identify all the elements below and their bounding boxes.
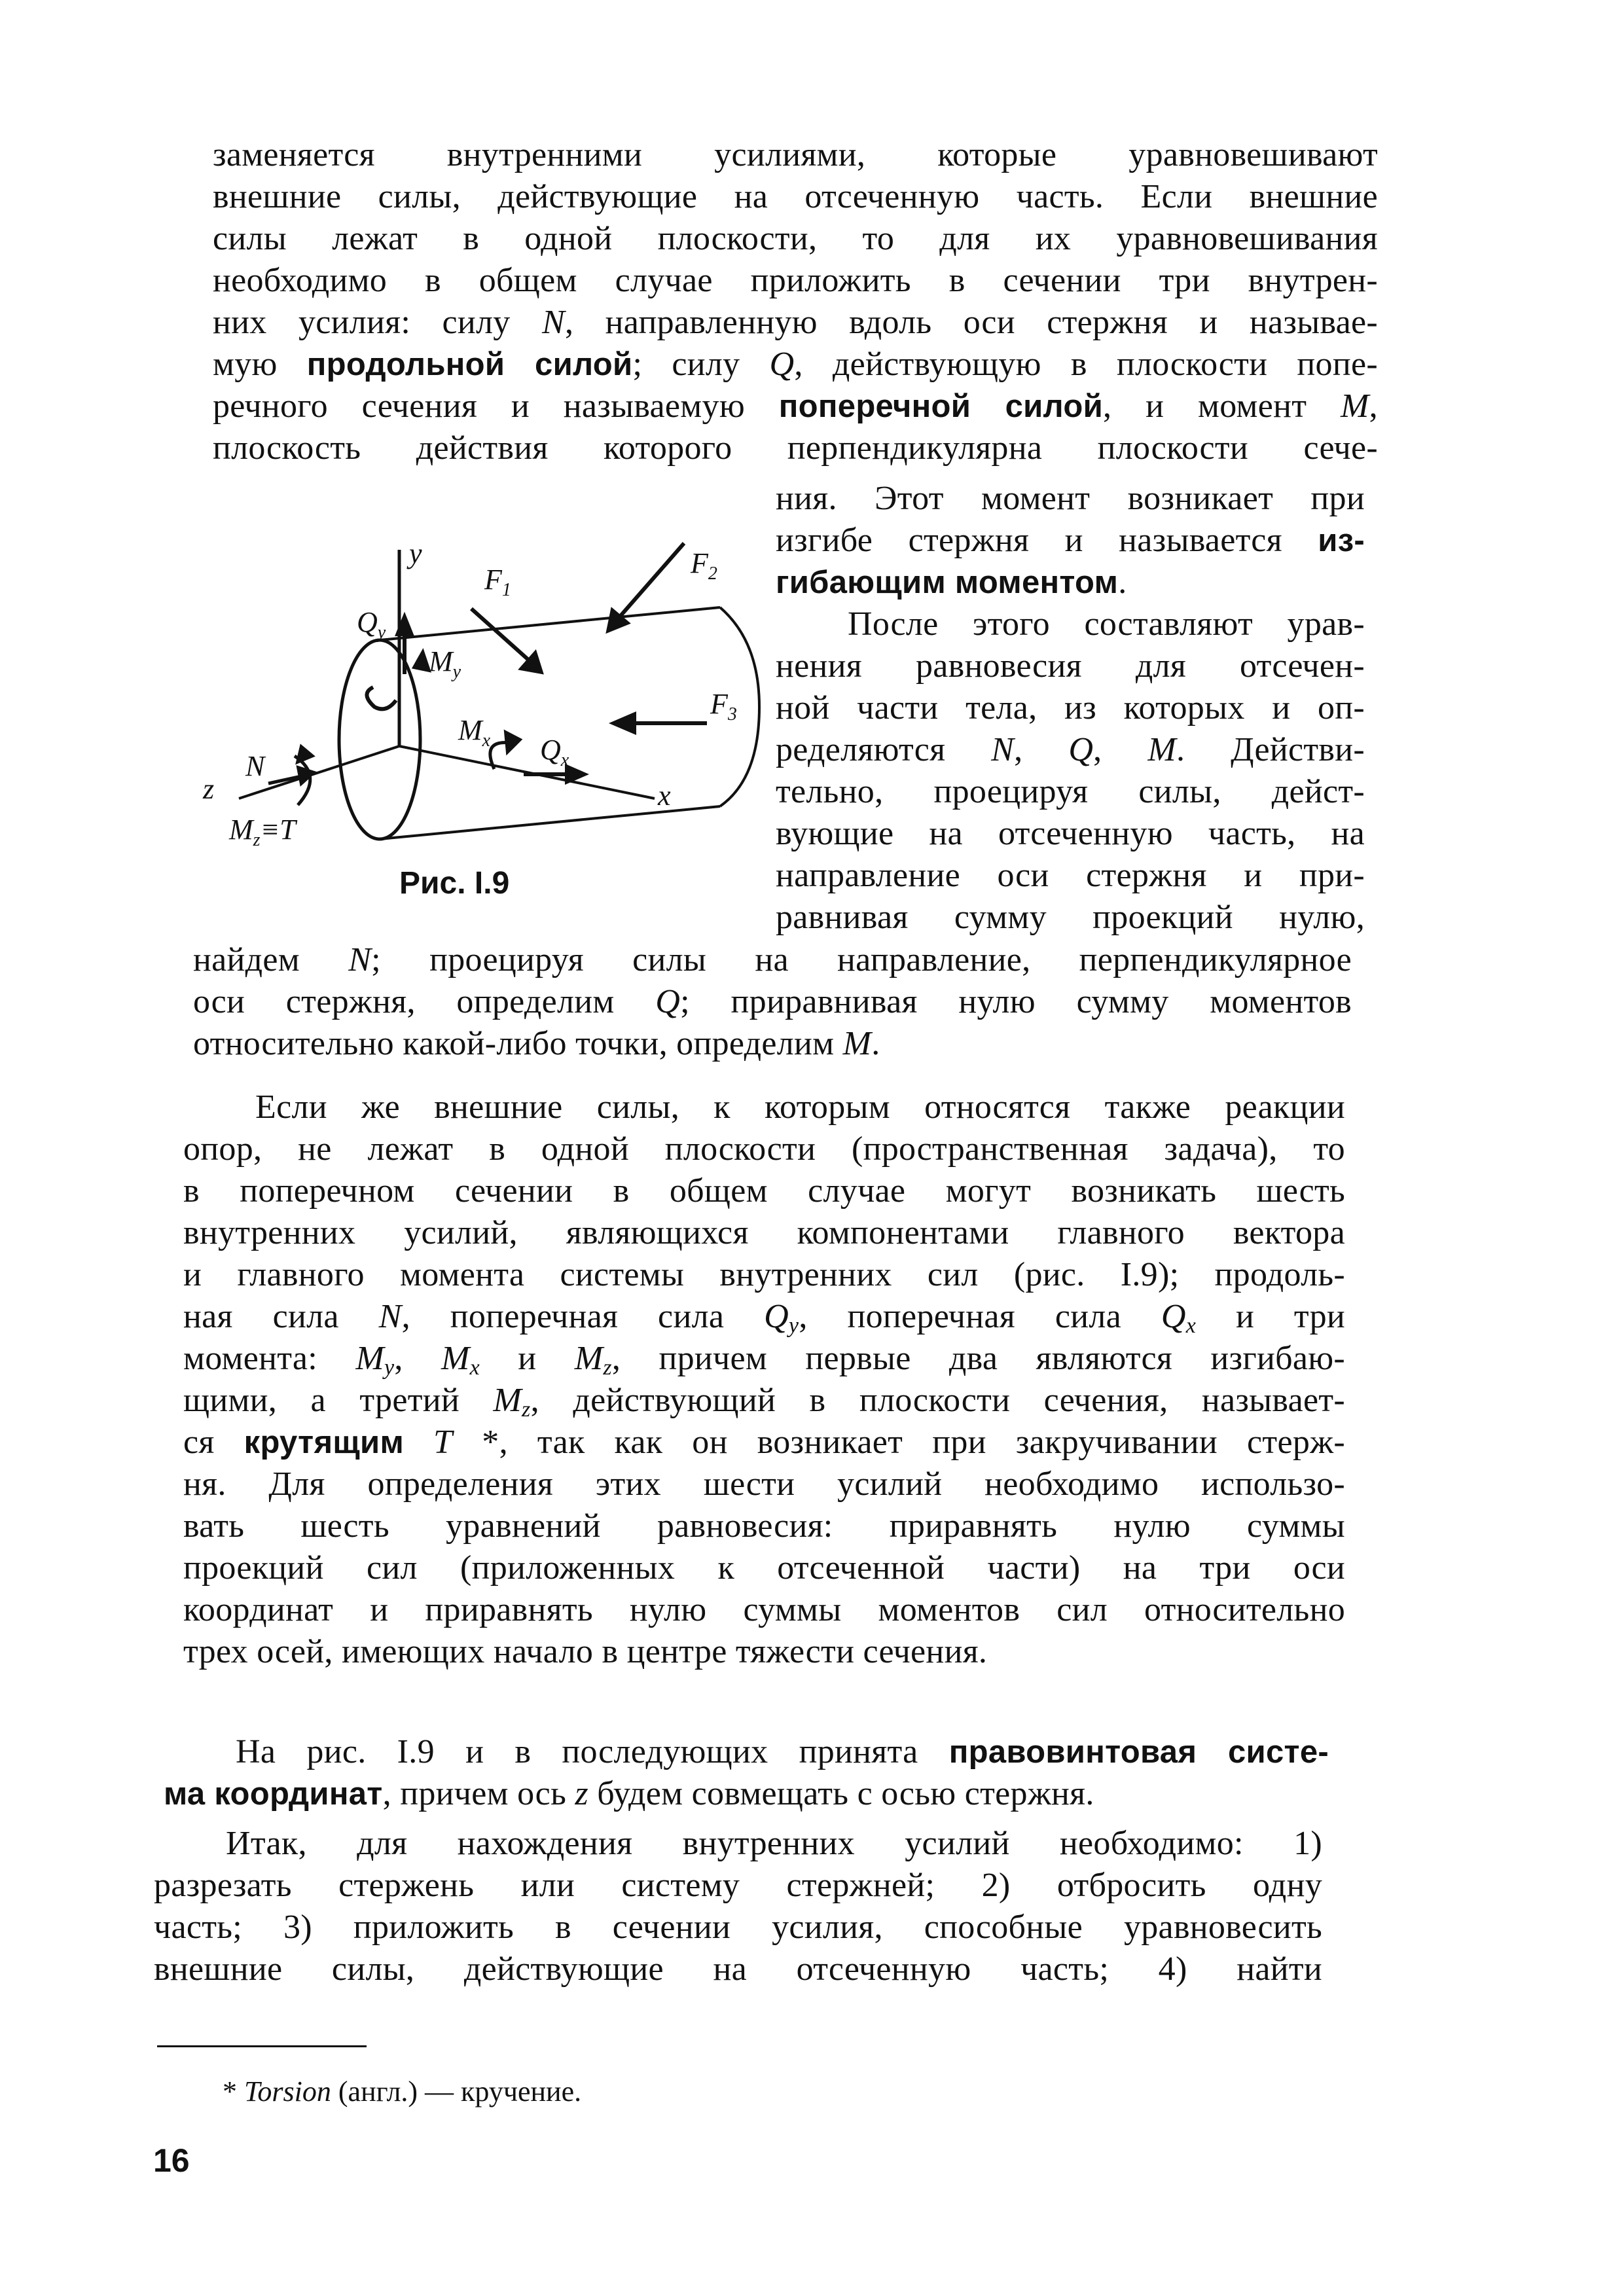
text-line: Если же внешние силы, к которым относятся также реакции <box>255 1088 1345 1126</box>
page-number: 16 <box>153 2142 190 2179</box>
text-line: Итак, для нахождения внутренних усилий необходимо: 1) <box>226 1825 1322 1862</box>
text-line: тельно, проецируя силы, дейст- <box>776 773 1365 810</box>
text-line: нения равновесия для отсечен- <box>776 647 1365 685</box>
n-label: N <box>245 750 265 782</box>
paragraph-projection <box>193 939 1352 1065</box>
paragraph-coordinate-system <box>164 1731 1329 1815</box>
text-line: На рис. I.9 и в последующих принята правовинтовая систе- <box>236 1733 1329 1770</box>
footnote <box>223 2073 581 2110</box>
paragraph-intro <box>213 134 1378 469</box>
footnote-marker: * <box>223 2075 237 2108</box>
term-right-hand-system: правовинтовая систе- <box>948 1734 1329 1770</box>
f1-force-arrow <box>471 609 533 664</box>
text-line: найдем N; проецируя силы на направление, перпендикулярное <box>193 941 1352 978</box>
text-line: ня. Для определения этих шести усилий необходимо использо- <box>183 1465 1345 1503</box>
term-bending-moment-cont: гибающим моментом <box>776 565 1119 600</box>
cross-section-ellipse <box>339 640 420 839</box>
text-line: ся крутящим T *, так как он возникает при закручивании стерж- <box>183 1424 1345 1461</box>
f3-label: $F_3$ <box>710 688 737 725</box>
term-torque: крутящим <box>244 1425 404 1460</box>
text-line: опор, не лежат в одной плоскости (пространственная задача), то <box>183 1130 1345 1168</box>
text-line: проекций сил (приложенных к отсеченной части) на три оси <box>183 1549 1345 1587</box>
text-line: часть; 3) приложить в сечении усилия, способные уравновесить <box>154 1909 1322 1946</box>
text-line: речного сечения и называемую поперечной силой, и момент M, <box>213 387 1378 425</box>
text-line: момента: $M_y$, $M_x$ и $M_z$, причем первые два являются изгибаю- <box>183 1340 1345 1380</box>
text-line: силы лежат в одной плоскости, то для их уравновешивания <box>213 220 1378 257</box>
paragraph-procedure <box>154 1823 1322 1990</box>
term-longitudinal-force: продольной силой <box>306 347 633 382</box>
text-line: вующие на отсеченную часть, на <box>776 815 1365 852</box>
f1-label: $F_1$ <box>484 564 511 600</box>
term-shear-force: поперечной силой <box>778 389 1103 424</box>
text-line: ной части тела, из которых и оп- <box>776 689 1365 726</box>
x-axis-label: x <box>658 780 671 812</box>
qx-label: $Q_x$ <box>540 734 569 770</box>
figure-beam-section-diagram <box>183 524 772 890</box>
text-line: ределяются N, Q, M. Действи- <box>776 731 1365 768</box>
text-line: ная сила N, поперечная сила $Q_y$, поперечная сила $Q_x$ и три <box>183 1298 1346 1338</box>
text-line: щими, а третий $M_z$, действующий в плоскости сечения, называет- <box>183 1382 1345 1422</box>
text-line: плоскость действия которого перпендикулярна плоскости сече- <box>213 429 1378 467</box>
text-line: них усилия: силу N, направленную вдоль оси стержня и называе- <box>213 304 1378 341</box>
mx-label: $M_x$ <box>458 714 491 751</box>
text-line: равнивая сумму проекций нулю, <box>776 899 1365 936</box>
paragraph-side <box>776 478 1365 939</box>
paragraph-spatial-problem <box>183 1086 1345 1673</box>
text-line: и главного момента системы внутренних сил (рис. I.9); продоль- <box>183 1256 1345 1293</box>
text-line: изгибе стержня и называется из- <box>776 522 1365 559</box>
text-line: мую продольной силой; силу Q, действующую в плоскости попе- <box>213 346 1378 383</box>
text-line: внешние силы, действующие на отсеченную часть; 4) найти <box>154 1950 1322 1988</box>
text-line: ния. Этот момент возникает при <box>776 480 1365 517</box>
text-line: в поперечном сечении в общем случае могут возникать шесть <box>183 1172 1345 1210</box>
footnote-text: (англ.) — кручение. <box>331 2075 582 2108</box>
z-axis-label: z <box>203 773 215 805</box>
term-right-hand-system-cont: ма координат <box>164 1776 383 1812</box>
figure-caption: Рис. I.9 <box>399 866 510 901</box>
text-line: гибающим моментом. <box>776 564 1127 601</box>
text-line: После этого составляют урав- <box>848 605 1365 643</box>
text-line: ма координат, причем ось z будем совмещать с осью стержня. <box>164 1775 1094 1812</box>
text-line: внутренних усилий, являющихся компонентами главного вектора <box>183 1214 1345 1251</box>
beam-top-edge <box>380 607 720 640</box>
y-axis-label: y <box>409 537 422 569</box>
mz-label: $M_z\equiv T$ <box>229 814 296 850</box>
my-label: $M_y$ <box>429 645 461 682</box>
text-line: разрезать стержень или систему стержней; 2) отбросить одну <box>154 1867 1322 1904</box>
text-line: вать шесть уравнений равновесия: приравнять нулю суммы <box>183 1507 1345 1545</box>
text-line: оси стержня, определим Q; приравнивая нулю сумму моментов <box>193 983 1352 1020</box>
footnote-term: Torsion <box>244 2075 331 2108</box>
text-line: относительно какой-либо точки, определим M. <box>193 1025 880 1062</box>
text-line: внешние силы, действующие на отсеченную часть. Если внешние <box>213 178 1378 215</box>
qy-label: $Q_y$ <box>357 606 386 643</box>
f2-label: $F_2$ <box>691 547 717 584</box>
term-bending-moment: из- <box>1318 523 1365 558</box>
f2-force-arrow <box>615 543 684 622</box>
text-line: необходимо в общем случае приложить в сечении три внутрен- <box>213 262 1378 299</box>
text-line: координат и приравнять нулю суммы моментов сил относительно <box>183 1591 1345 1628</box>
text-line: заменяется внутренними усилиями, которые уравновешивают <box>213 136 1378 173</box>
footnote-divider <box>157 2045 367 2047</box>
my-moment-arc <box>367 687 396 709</box>
text-line: трех осей, имеющих начало в центре тяжести сечения. <box>183 1633 988 1670</box>
text-line: направление оси стержня и при- <box>776 857 1365 894</box>
